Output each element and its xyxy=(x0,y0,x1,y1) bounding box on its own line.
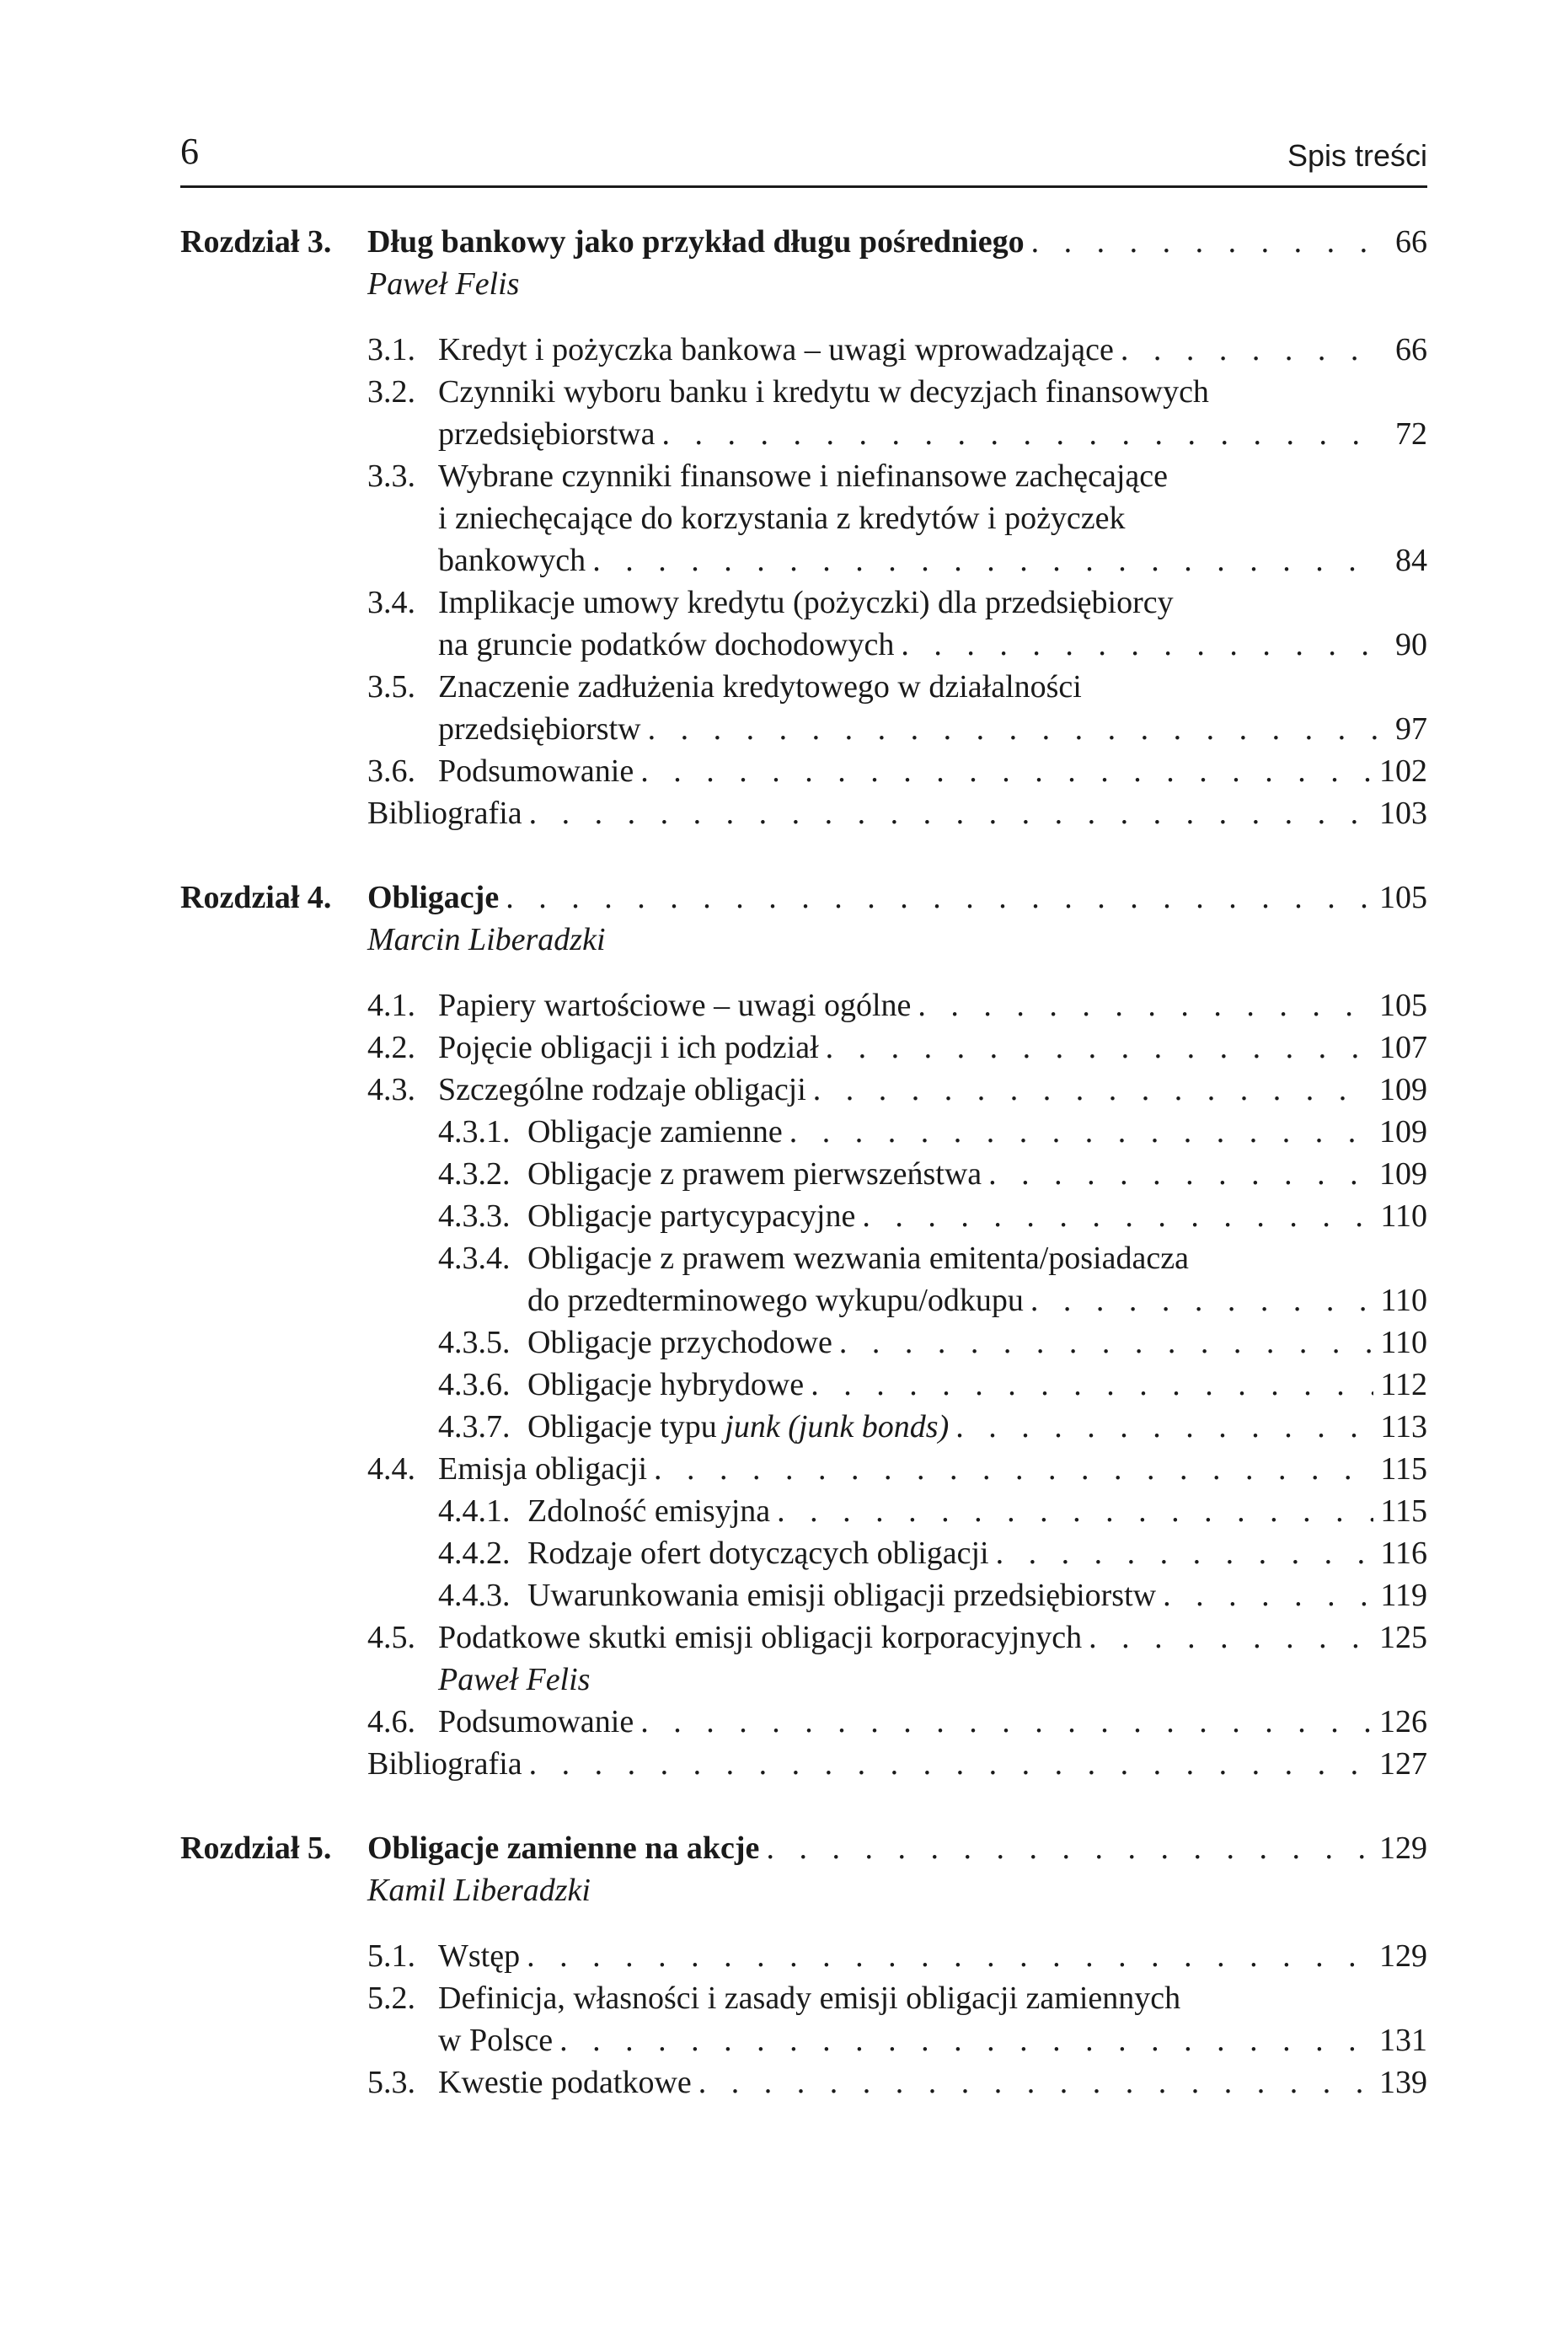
section-title: Zdolność emisyjna xyxy=(527,1493,771,1529)
chapter-title: Obligacje zamienne na akcje xyxy=(367,1830,760,1866)
toc-subentry xyxy=(438,1153,1427,1195)
section-number: 4.3.4. xyxy=(438,1241,511,1276)
section-number: 4.5. xyxy=(367,1620,415,1655)
section-number: 4.3.1. xyxy=(438,1114,511,1150)
running-head xyxy=(180,126,1427,188)
section-title-italic: junk (junk bonds) xyxy=(725,1409,950,1445)
section-title: Podsumowanie xyxy=(438,753,634,789)
chapter-page: 105 xyxy=(1379,880,1427,915)
section-number: 4.3. xyxy=(367,1072,415,1107)
section-number: 3.4. xyxy=(367,585,415,620)
chapter-5 xyxy=(180,1827,1427,2104)
section-number: 4.3.7. xyxy=(438,1409,511,1445)
section-title: Rodzaje ofert dotyczących obligacji xyxy=(527,1536,989,1571)
section-page: 115 xyxy=(1380,1493,1427,1529)
section-page: 131 xyxy=(1379,2023,1427,2058)
section-title: Obligacje przychodowe xyxy=(527,1325,832,1360)
section-page: 119 xyxy=(1380,1578,1427,1613)
toc-entry xyxy=(367,1701,1427,1743)
chapter-author: Kamil Liberadzki xyxy=(367,1873,591,1908)
section-number: 5.1. xyxy=(367,1938,415,1974)
section-title: Kwestie podatkowe xyxy=(438,2065,692,2100)
section-title: Papiery wartościowe – uwagi ogólne xyxy=(438,988,912,1023)
section-page: 97 xyxy=(1395,711,1427,747)
section-page: 116 xyxy=(1380,1536,1427,1571)
toc-entry xyxy=(367,984,1427,1026)
section-title-plain: Obligacje typu xyxy=(527,1409,725,1445)
section-number: 5.2. xyxy=(367,1981,415,2016)
section-list xyxy=(367,329,1427,834)
section-page: 102 xyxy=(1379,753,1427,789)
section-page: 109 xyxy=(1379,1114,1427,1150)
section-number: 4.6. xyxy=(367,1704,415,1739)
chapter-title: Dług bankowy jako przykład długu pośredniego xyxy=(367,224,1025,260)
section-title: w Polsce xyxy=(438,2023,554,2058)
toc-subentry xyxy=(438,1406,1427,1448)
dot-leader xyxy=(506,876,1373,919)
chapter-page: 66 xyxy=(1395,224,1427,260)
chapter-author: Marcin Liberadzki xyxy=(367,922,606,957)
section-title: do przedterminowego wykupu/odkupu xyxy=(527,1283,1024,1318)
toc-entry xyxy=(367,666,1427,750)
toc-entry xyxy=(367,371,1427,455)
section-title: Obligacje hybrydowe xyxy=(527,1367,805,1402)
toc-entry-bibliography xyxy=(367,792,1427,834)
toc-entry xyxy=(367,1935,1427,1977)
chapter-label: Rozdział 4. xyxy=(180,880,332,915)
section-title: bankowych xyxy=(438,543,586,578)
dot-leader xyxy=(918,984,1373,1026)
page-number: 6 xyxy=(180,131,199,172)
section-page: 109 xyxy=(1379,1072,1427,1107)
chapter-title: Obligacje xyxy=(367,880,500,915)
chapter-4 xyxy=(180,876,1427,1785)
toc-entry xyxy=(367,1069,1427,1111)
section-page: 109 xyxy=(1379,1156,1427,1192)
section-title: Podatkowe skutki emisji obligacji korporacyjnych xyxy=(438,1620,1083,1655)
section-title-line: Definicja, własności i zasady emisji obligacji zamiennych xyxy=(438,1981,1181,2016)
section-list xyxy=(367,1935,1427,2104)
toc-entry xyxy=(367,582,1427,666)
toc-entry xyxy=(367,750,1427,792)
chapter-author: Paweł Felis xyxy=(367,266,520,302)
toc-subentry xyxy=(438,1490,1427,1532)
dot-leader xyxy=(640,1701,1373,1743)
toc-subentry xyxy=(438,1321,1427,1364)
chapter-heading xyxy=(180,876,1427,919)
section-number: 3.5. xyxy=(367,669,415,705)
dot-leader xyxy=(777,1490,1373,1532)
section-page: 112 xyxy=(1380,1367,1427,1402)
section-title: przedsiębiorstw xyxy=(438,711,641,747)
dot-leader xyxy=(698,2061,1373,2104)
section-number: 5.3. xyxy=(367,2065,415,2100)
section-number: 4.4.2. xyxy=(438,1536,511,1571)
dot-leader xyxy=(826,1026,1373,1069)
section-number: 3.1. xyxy=(367,332,415,367)
section-page: 139 xyxy=(1379,2065,1427,2100)
dot-leader xyxy=(1030,1279,1374,1321)
section-page: 126 xyxy=(1379,1704,1427,1739)
dot-leader xyxy=(901,624,1380,666)
chapter-label: Rozdział 5. xyxy=(180,1830,332,1866)
section-title: na gruncie podatków dochodowych xyxy=(438,627,895,662)
section-number: 3.3. xyxy=(367,458,415,494)
running-head-title: Spis treści xyxy=(1287,138,1427,173)
section-title xyxy=(527,1406,949,1448)
section-title: Wstęp xyxy=(438,1938,521,1974)
section-title: Kredyt i pożyczka bankowa – uwagi wprowadzające xyxy=(438,332,1114,367)
section-page: 66 xyxy=(1395,332,1427,367)
section-page: 110 xyxy=(1380,1283,1427,1318)
toc-entry xyxy=(367,1977,1427,2061)
section-title-line: i zniechęcające do korzystania z kredytów i pożyczek xyxy=(438,501,1126,536)
chapter-page: 129 xyxy=(1379,1830,1427,1866)
section-list xyxy=(367,984,1427,1785)
dot-leader xyxy=(559,2019,1373,2061)
dot-leader xyxy=(766,1827,1373,1869)
section-title: Pojęcie obligacji i ich podział xyxy=(438,1030,819,1065)
toc-subentry xyxy=(438,1364,1427,1406)
dot-leader xyxy=(527,1935,1373,1977)
toc-subentry xyxy=(438,1237,1427,1321)
section-page: 127 xyxy=(1379,1746,1427,1782)
section-title: Obligacje zamienne xyxy=(527,1114,783,1150)
section-number: 4.4.1. xyxy=(438,1493,511,1529)
toc-entry xyxy=(367,1616,1427,1701)
dot-leader xyxy=(996,1532,1374,1574)
section-title-line: Implikacje umowy kredytu (pożyczki) dla przedsiębiorcy xyxy=(438,585,1174,620)
section-title: Szczególne rodzaje obligacji xyxy=(438,1072,806,1107)
section-number: 4.4.3. xyxy=(438,1578,511,1613)
dot-leader xyxy=(529,792,1373,834)
section-title: Bibliografia xyxy=(367,796,522,831)
dot-leader xyxy=(813,1069,1373,1111)
section-number: 3.6. xyxy=(367,753,415,789)
section-title-line: Znaczenie zadłużenia kredytowego w działalności xyxy=(438,669,1082,705)
section-title: Uwarunkowania emisji obligacji przedsiębiorstw xyxy=(527,1578,1157,1613)
dot-leader xyxy=(988,1153,1373,1195)
dot-leader xyxy=(839,1321,1373,1364)
section-number: 4.1. xyxy=(367,988,415,1023)
section-page: 129 xyxy=(1379,1938,1427,1974)
section-author: Paweł Felis xyxy=(438,1662,591,1697)
dot-leader xyxy=(529,1743,1373,1785)
section-page: 103 xyxy=(1379,796,1427,831)
dot-leader xyxy=(862,1195,1373,1237)
section-title-line: Wybrane czynniki finansowe i niefinansowe zachęcające xyxy=(438,458,1169,494)
section-title-line: Czynniki wyboru banku i kredytu w decyzjach finansowych xyxy=(438,374,1209,410)
section-title: Bibliografia xyxy=(367,1746,522,1782)
chapter-heading xyxy=(180,1827,1427,1869)
section-number: 4.2. xyxy=(367,1030,415,1065)
dot-leader xyxy=(592,539,1380,582)
section-page: 125 xyxy=(1379,1620,1427,1655)
section-number: 3.2. xyxy=(367,374,415,410)
section-number: 4.3.2. xyxy=(438,1156,511,1192)
section-page: 90 xyxy=(1395,627,1427,662)
toc-subentry xyxy=(438,1111,1427,1153)
toc-entry xyxy=(367,329,1427,371)
section-page: 84 xyxy=(1395,543,1427,578)
chapter-heading xyxy=(180,221,1427,263)
chapter-label: Rozdział 3. xyxy=(180,224,332,260)
section-number: 4.3.6. xyxy=(438,1367,511,1402)
section-title: Emisja obligacji xyxy=(438,1451,648,1487)
dot-leader xyxy=(955,1406,1373,1448)
toc-entry xyxy=(367,2061,1427,2104)
dot-leader xyxy=(811,1364,1373,1406)
toc-subentry xyxy=(438,1195,1427,1237)
toc-entry xyxy=(367,455,1427,582)
dot-leader xyxy=(789,1111,1373,1153)
toc-subentry xyxy=(438,1574,1427,1616)
dot-leader xyxy=(1031,221,1380,263)
section-page: 105 xyxy=(1379,988,1427,1023)
section-number: 4.3.3. xyxy=(438,1198,511,1234)
section-title: przedsiębiorstwa xyxy=(438,416,656,452)
section-number: 4.3.5. xyxy=(438,1325,511,1360)
section-page: 110 xyxy=(1380,1198,1427,1234)
dot-leader xyxy=(648,708,1380,750)
dot-leader xyxy=(654,1448,1373,1490)
section-title: Podsumowanie xyxy=(438,1704,634,1739)
section-title-line: Obligacje z prawem wezwania emitenta/posiadacza xyxy=(527,1241,1189,1276)
section-title: Obligacje z prawem pierwszeństwa xyxy=(527,1156,982,1192)
chapter-3 xyxy=(180,221,1427,834)
dot-leader xyxy=(1089,1616,1373,1659)
toc-entry xyxy=(367,1026,1427,1069)
section-page: 110 xyxy=(1380,1325,1427,1360)
section-number: 4.4. xyxy=(367,1451,415,1487)
section-page: 115 xyxy=(1380,1451,1427,1487)
section-page: 107 xyxy=(1379,1030,1427,1065)
section-page: 72 xyxy=(1395,416,1427,452)
dot-leader xyxy=(661,413,1380,455)
dot-leader xyxy=(1163,1574,1373,1616)
dot-leader xyxy=(640,750,1373,792)
dot-leader xyxy=(1121,329,1380,371)
section-title: Obligacje partycypacyjne xyxy=(527,1198,856,1234)
table-of-contents xyxy=(180,221,1427,2146)
toc-subentry xyxy=(438,1532,1427,1574)
toc-entry-bibliography xyxy=(367,1743,1427,1785)
toc-entry xyxy=(367,1448,1427,1490)
section-page: 113 xyxy=(1380,1409,1427,1445)
